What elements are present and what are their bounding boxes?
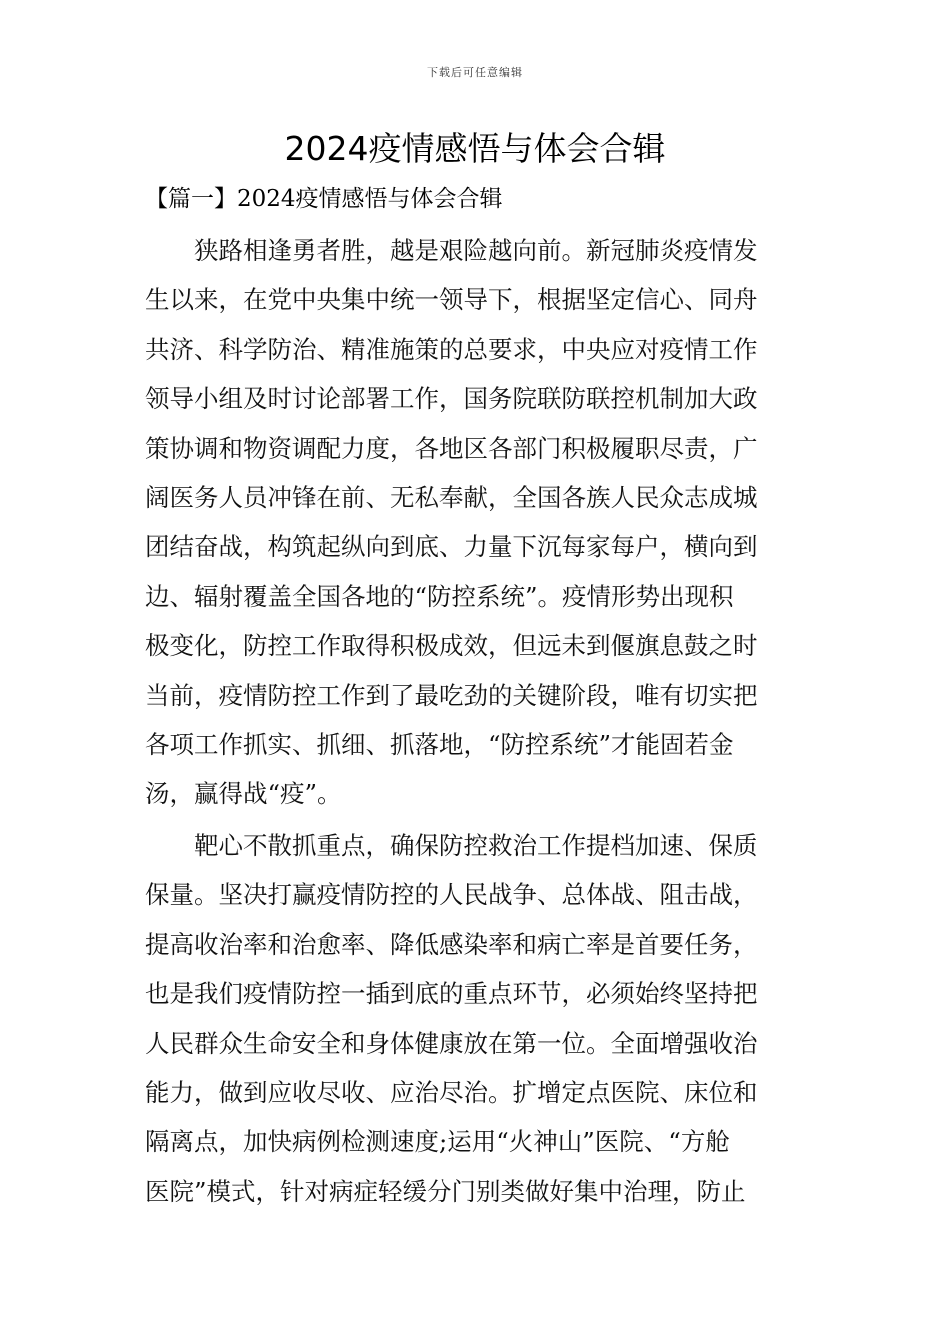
- paragraph-line: 能力，做到应收尽收、应治尽治。扩增定点医院、床位和: [145, 1077, 758, 1107]
- paragraph-line: 靶心不散抓重点，确保防控救治工作提档加速、保质: [145, 831, 758, 860]
- paragraph-line: 边、辐射覆盖全国各地的“防控系统”。疫情形势出现积: [145, 581, 734, 611]
- paragraph-line: 提高收治率和治愈率、降低感染率和病亡率是首要任务，: [145, 929, 758, 959]
- paragraph-2: [145, 821, 810, 1216]
- header-note: 下载后可任意编辑: [427, 66, 523, 79]
- paragraph-line: 共济、科学防治、精准施策的总要求，中央应对疫情工作: [145, 334, 758, 364]
- paragraph-line: 隔离点，加快病例检测速度;运用“火神山”医院、“方舱: [145, 1127, 730, 1157]
- paragraph-line: 当前，疫情防控工作到了最吃劲的关键阶段，唯有切实把: [145, 680, 758, 710]
- paragraph-1: [145, 226, 810, 819]
- paragraph-line: 阔医务人员冲锋在前、无私奉献，全国各族人民众志成城: [145, 482, 758, 512]
- paragraph-line: 也是我们疫情防控一插到底的重点环节，必须始终坚持把: [145, 979, 758, 1009]
- paragraph-line: 保量。坚决打赢疫情防控的人民战争、总体战、阻击战，: [145, 880, 758, 910]
- paragraph-line: 领导小组及时讨论部署工作，国务院联防联控机制加大政: [145, 384, 758, 414]
- paragraph-line: 极变化，防控工作取得积极成效，但远未到偃旗息鼓之时: [145, 631, 758, 661]
- document-title: 2024疫情感悟与体会合辑: [284, 129, 666, 168]
- paragraph-line: 狭路相逢勇者胜，越是艰险越向前。新冠肺炎疫情发: [145, 236, 758, 265]
- paragraph-line: 团结奋战，构筑起纵向到底、力量下沉每家每户，横向到: [145, 532, 758, 562]
- paragraph-line: 生以来，在党中央集中统一领导下，根据坚定信心、同舟: [145, 285, 758, 315]
- paragraph-line: 各项工作抓实、抓细、抓落地，“防控系统”才能固若金: [145, 729, 734, 759]
- paragraph-line: 人民群众生命安全和身体健康放在第一位。全面增强收治: [145, 1028, 758, 1058]
- paragraph-line: 策协调和物资调配力度，各地区各部门积极履职尽责，广: [145, 433, 758, 463]
- paragraph-line: 汤，赢得战“疫”。: [145, 779, 342, 809]
- paragraph-line: 医院”模式，针对病症轻缓分门别类做好集中治理，防止: [145, 1176, 746, 1206]
- section-heading: 【篇一】2024疫情感悟与体会合辑: [145, 186, 503, 212]
